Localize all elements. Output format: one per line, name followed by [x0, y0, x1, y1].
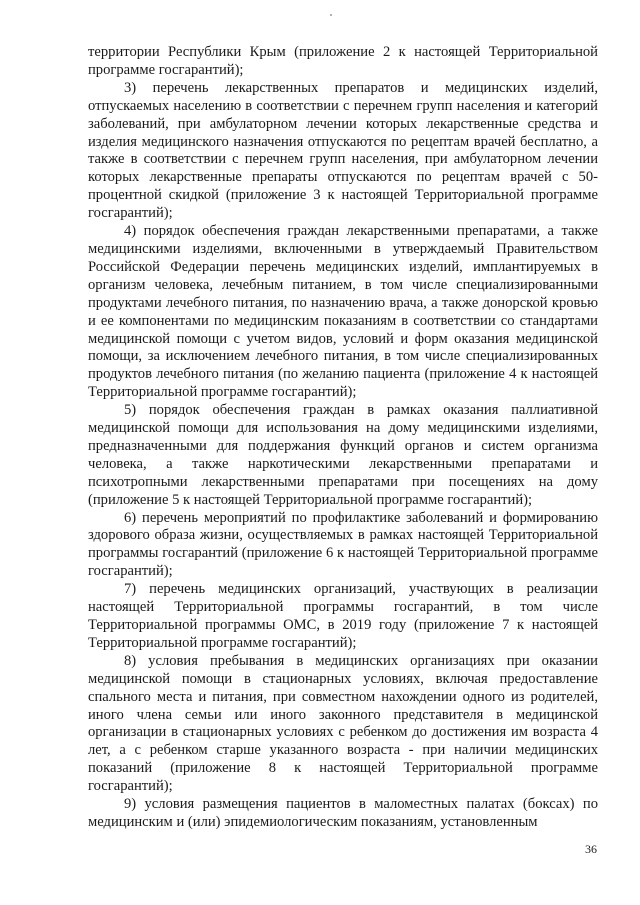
paragraph-item-6: 6) перечень мероприятий по профилактике заболеваний и формированию здорового образа жизни, осуществляемых в рамках настоящей Территориальной программы госгарантий (приложение 6 к настоящей Территориальной программе госгарантий); — [88, 509, 598, 580]
paragraph-continuation: территории Республики Крым (приложение 2 к настоящей Территориальной программе госгарантий); — [88, 44, 598, 78]
paragraph-item-3: 3) перечень лекарственных препаратов и медицинских изделий, отпускаемых населению в соответствии с перечнем групп населения и категорий заболеваний, при амбулаторном лечении которых лекарственные средства и изделия медицинского назначения отпускаются по рецептам врачей бесплатно, а также в соответствии с перечнем групп населения, при амбулаторном лечении которых лекарственные препараты отпускаются по рецептам врачей с 50-процентной скидкой (приложение 3 к настоящей Территориальной программе госгарантий); — [88, 79, 598, 222]
page-number: 36 — [585, 842, 597, 856]
paragraph-item-9: 9) условия размещения пациентов в маломестных палатах (боксах) по медицинским и (или) эпидемиологическим показаниям, установленным — [88, 796, 598, 830]
document-body — [88, 44, 598, 832]
paragraph-item-7: 7) перечень медицинских организаций, участвующих в реализации настоящей Территориальной программы госгарантий, в том числе Территориальной программы ОМС, в 2019 году (приложение 7 к настоящей Территориальной программе госгарантий); — [88, 581, 598, 651]
paragraph-item-8: 8) условия пребывания в медицинских организациях при оказании медицинской помощи в стационарных условиях, включая предоставление спального места и питания, при совместном нахождении одного из родителей, иного члена семьи или иного законного представителя в медицинской организации в стационарных условиях с ребенком до достижения им возраста 4 лет, а с ребенком старше указанного возраста - при наличии медицинских показаний (приложение 8 к настоящей Территориальной программе госгарантий); — [88, 652, 598, 795]
scan-speck — [330, 14, 332, 16]
paragraph-item-5: 5) порядок обеспечения граждан в рамках оказания паллиативной медицинской помощи для использования на дому медицинскими изделиями, предназначенными для поддержания функций органов и систем организма человека, а также наркотическими лекарственными препаратами и психотропными лекарственными препаратами при посещениях на дому (приложение 5 к настоящей Территориальной программе госгарантий); — [88, 402, 598, 508]
paragraph-item-4: 4) порядок обеспечения граждан лекарственными препаратами, а также медицинскими изделиями, включенными в утверждаемый Правительством Российской Федерации перечень медицинских изделий, имплантируемых в организм человека, лечебным питанием, в том числе специализированными продуктами лечебного питания, по назначению врача, а также донорской кровью и ее компонентами по медицинским показаниям в соответствии со стандартами медицинской помощи с учетом видов, условий и форм оказания медицинской помощи, за исключением лечебного питания, в том числе специализированных продуктов лечебного питания (по желанию пациента (приложение 4 к настоящей Территориальной программе госгарантий); — [88, 223, 598, 401]
